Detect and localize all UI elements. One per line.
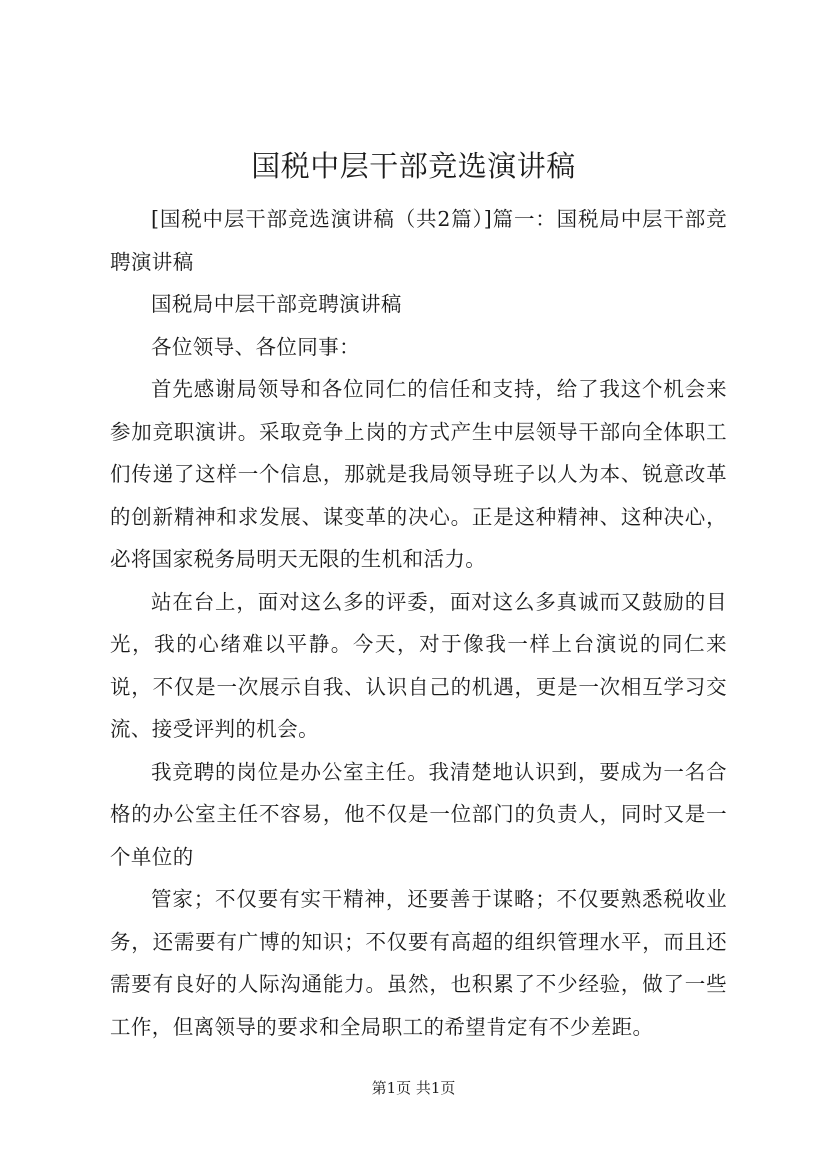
paragraph-text: 首先感谢局领导和各位同仁的信任和支持，给了我这个机会来参加竞职演讲。采取竞争上岗的方式产生中层领导干部向全体职工们传递了这样一个信息，那就是我局领导班子以人为本、锐意改革的创新精神和求发展、谋变革的决心。正是这种精神、这种决心，必将国家税务局明天无限的生机和活力。 xyxy=(110,377,727,571)
paragraph-heading: [国税中层干部竞选演讲稿（共2篇）]篇一：国税局中层干部竞聘演讲稿 xyxy=(110,207,727,274)
paragraph-text: 管家；不仅要有实干精神，还要善于谋略；不仅要熟悉税收业务，还需要有广博的知识；不仅要有高超的组织管理水平，而且还需要有良好的人际沟通能力。虽然，也积累了不少经验，做了一些工作，但离领导的要求和全局职工的希望肯定有不少差距。 xyxy=(110,887,727,1039)
paragraph-subtitle: 国税局中层干部竞聘演讲稿 xyxy=(151,292,402,316)
paragraph-text: 站在台上，面对这么多的评委，面对这么多真诚而又鼓励的目光，我的心绪难以平静。今天，对于像我一样上台演说的同仁来说，不仅是一次展示自我、认识自己的机遇，更是一次相互学习交流、接受评判的机会。 xyxy=(110,589,727,741)
page-footer: 第1页 共1页 xyxy=(371,1079,456,1097)
paragraph-text: 我竞聘的岗位是办公室主任。我清楚地认识到，要成为一名合格的办公室主任不容易，他不仅是一位部门的负责人，同时又是一个单位的 xyxy=(110,759,727,869)
paragraph-salutation: 各位领导、各位同事： xyxy=(151,334,360,359)
document-body xyxy=(110,198,727,1048)
document-title: 国税中层干部竞选演讲稿 xyxy=(251,149,576,183)
